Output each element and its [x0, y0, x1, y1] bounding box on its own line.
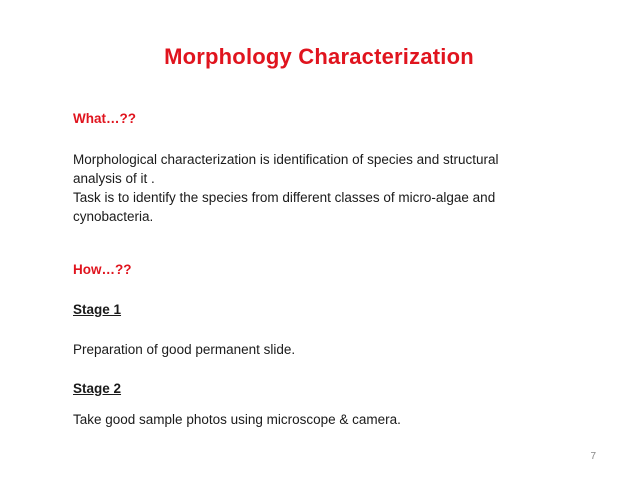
slide-title: Morphology Characterization: [164, 44, 474, 69]
stage-1-label: Stage 1: [73, 302, 122, 317]
stage-2-text: Take good sample photos using microscope & camera.: [73, 412, 401, 427]
stage-2-label: Stage 2: [73, 381, 122, 396]
what-heading: What…??: [73, 111, 136, 126]
stage-1-text: Preparation of good permanent slide.: [73, 342, 296, 357]
what-description-line-2: analysis of it .: [73, 171, 155, 186]
page-number: 7: [590, 451, 596, 462]
what-description-line-3: Task is to identify the species from different classes of micro-algae and: [73, 190, 496, 205]
what-description-line-1: Morphological characterization is identification of species and structural: [73, 152, 499, 167]
how-heading: How…??: [73, 262, 132, 277]
what-description-line-4: cynobacteria.: [73, 209, 154, 224]
